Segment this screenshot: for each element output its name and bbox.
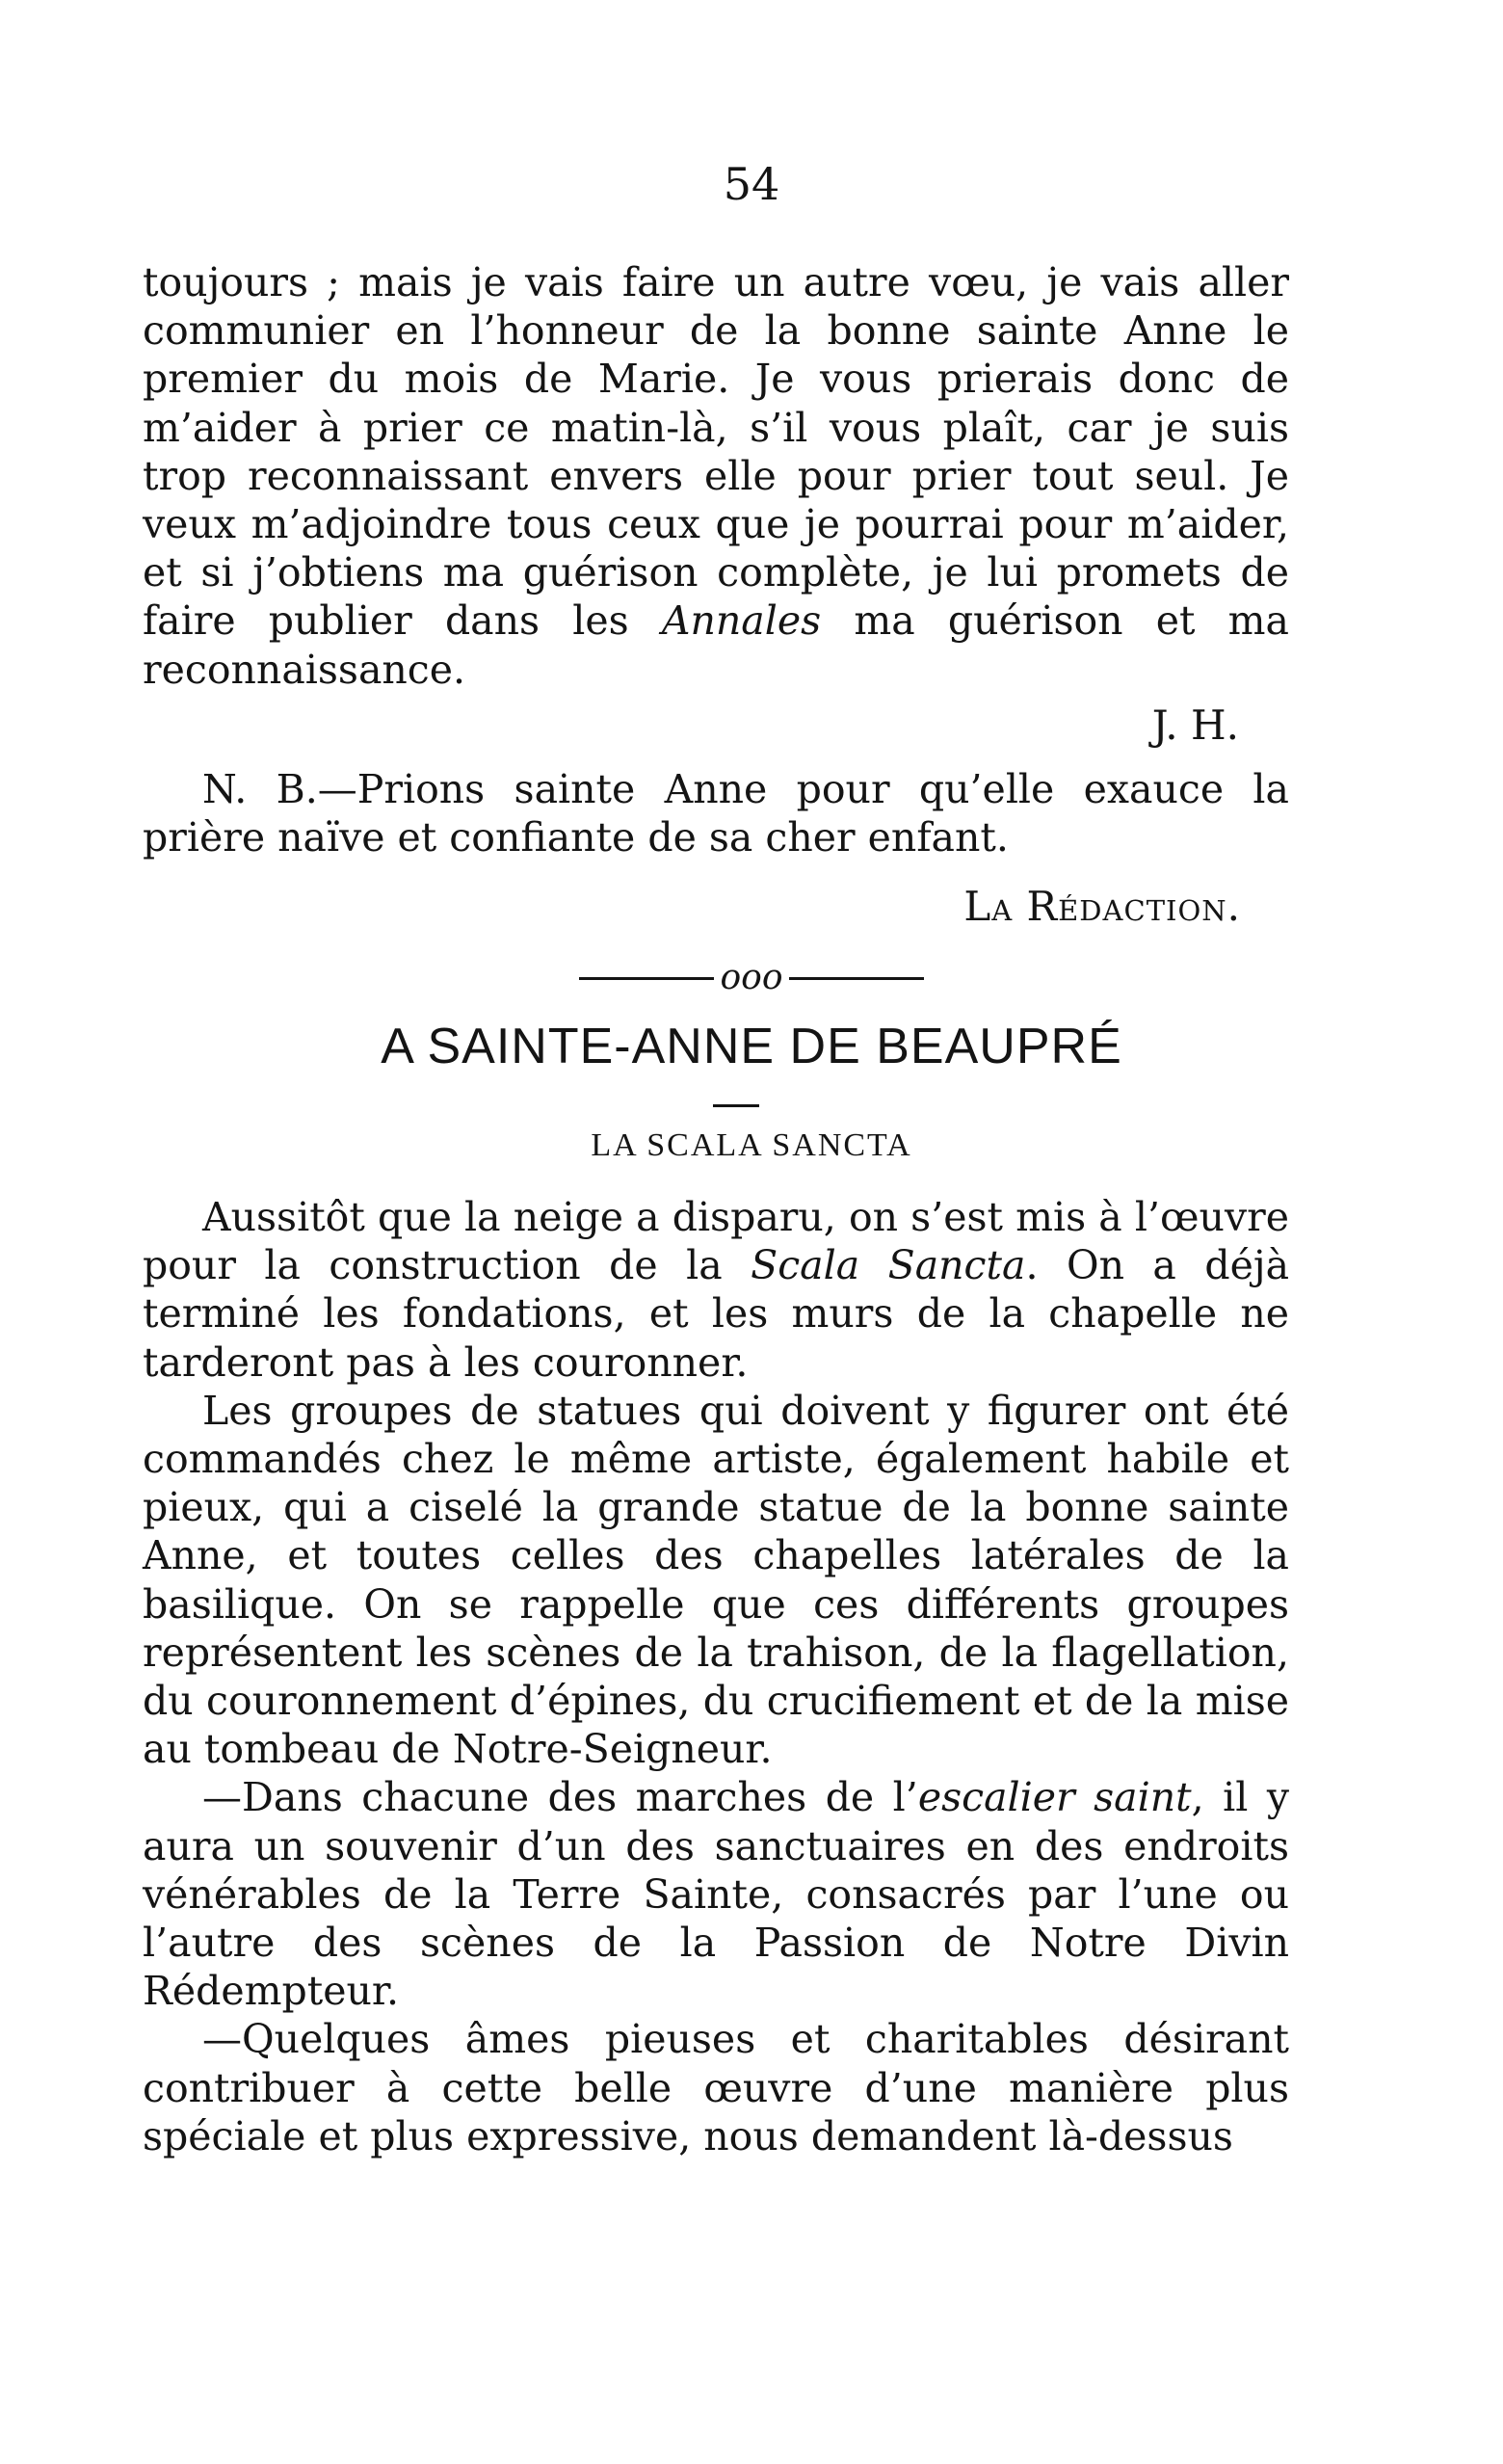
separator-mark: ooo — [720, 958, 783, 997]
letter-text-part-2: ma guérison et ma reconnaissance. — [143, 597, 1289, 693]
para1-part-a: Aussitôt que la neige a disparu, on s’est mis à l’œuvre pour la construction de la — [143, 1194, 1289, 1289]
separator-rule-right — [789, 977, 924, 980]
article-paragraph-2: Les groupes de statues qui doivent y figurer ont été commandés chez le même artiste, également habile et pieux, qui a ciselé la grande statue de la bonne sainte Anne, et toutes celles des chapelles latérales de la basilique. On se rappelle que ces différents groupes représentent les scènes de la trahison, de la flagellation, du couronnement d’épines, du crucifiement et de la mise au tombeau de Notre-Seigneur. — [143, 1387, 1289, 1773]
separator-rule-left — [579, 977, 714, 980]
annales-italic: Annales — [661, 597, 822, 645]
section-separator — [0, 954, 1503, 1002]
redaction-signature: La Rédaction. — [963, 883, 1241, 930]
letter-text-part-1: toujours ; mais je vais faire un autre vœu, je vais aller communier en l’honneur de la bonne sainte Anne le premier du mois de Marie. Je vous prierais donc de m’aider à prier ce matin-là, s’il vous plaît, car je suis trop reconnaissant envers elle pour prier tout seul. Je veux m’adjoindre tous ceux que je pourrai pour m’aider, et si j’obtiens ma guérison complète, je lui promets de faire publier dans les — [143, 259, 1289, 645]
letter-text — [143, 258, 1289, 694]
article-title: A SAINTE-ANNE DE BEAUPRÉ — [381, 1019, 1122, 1074]
note-paragraph: N. B.—Prions sainte Anne pour qu’elle exauce la prière naïve et confiante de sa cher enfant. — [143, 766, 1289, 861]
escalier-saint-italic: escalier saint — [917, 1774, 1192, 1821]
article-subtitle: LA SCALA SANCTA — [591, 1127, 912, 1163]
article-body — [143, 1193, 1289, 2160]
letter-signature: J. H. — [1151, 702, 1239, 749]
scala-sancta-italic: Scala Sancta — [751, 1242, 1026, 1289]
para3-part-b: , il y aura un souvenir d’un des sanctuaires en des endroits vénérables de la Terre Sainte, consacrés par l’une ou l’autre des scènes de la Passion de Notre Divin Rédempteur. — [143, 1774, 1289, 2015]
para3-part-a: —Dans chacune des marches de l’ — [202, 1774, 918, 1821]
article-paragraph-4: —Quelques âmes pieuses et charitables désirant contribuer à cette belle œuvre d’une manière plus spéciale et plus expressive, nous demandent là-dessus — [143, 2016, 1289, 2159]
article-paragraph-3 — [143, 1773, 1289, 2015]
page-number: 54 — [723, 158, 780, 210]
para1-part-b: . On a déjà terminé les fondations, et les murs de la chapelle ne tarderont pas à les couronner. — [143, 1242, 1290, 1386]
article-paragraph-1 — [143, 1193, 1289, 1387]
letter-paragraph — [143, 258, 1289, 694]
title-dash — [713, 1104, 759, 1107]
